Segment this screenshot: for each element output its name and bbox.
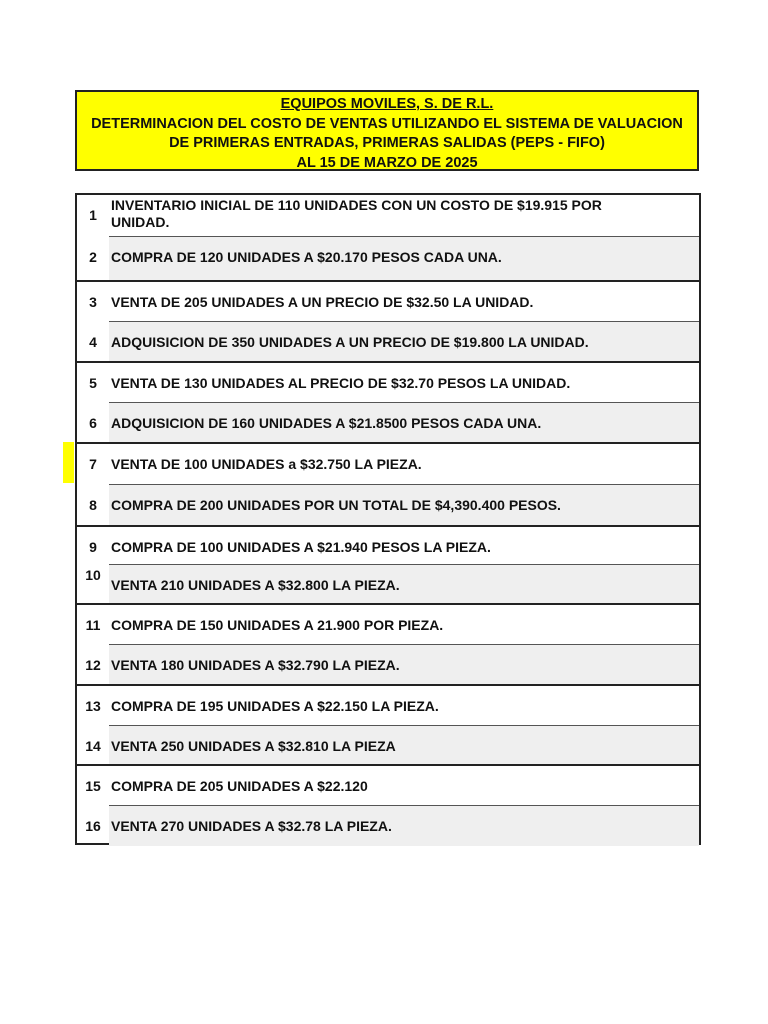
row-number: 10 [85, 567, 101, 583]
row-number: 13 [85, 698, 101, 714]
company-name: EQUIPOS MOVILES, S. DE R.L. [280, 96, 494, 112]
table-row [77, 444, 699, 485]
row-number: 9 [89, 539, 97, 555]
row-number: 12 [85, 657, 101, 673]
table-row [77, 565, 699, 603]
transaction-group [77, 282, 699, 363]
row-number: 15 [85, 778, 101, 794]
row-description: VENTA 250 UNIDADES A $32.810 LA PIEZA [109, 726, 699, 764]
row-description: VENTA 270 UNIDADES A $32.78 LA PIEZA. [109, 806, 699, 846]
row-description: COMPRA DE 120 UNIDADES A $20.170 PESOS CADA UNA. [109, 237, 699, 280]
row-description: COMPRA DE 205 UNIDADES A $22.120 [109, 766, 699, 806]
row-number: 1 [89, 207, 97, 223]
table-row [77, 485, 699, 525]
row-number: 7 [89, 456, 97, 472]
row-description: COMPRA DE 150 UNIDADES A 21.900 POR PIEZA. [109, 605, 699, 645]
table-row [77, 645, 699, 684]
date-line: AL 15 DE MARZO DE 2025 [296, 154, 478, 171]
table-row [77, 282, 699, 322]
transaction-group [77, 195, 699, 282]
table-row [77, 237, 699, 280]
table-row [77, 766, 699, 806]
table-row [77, 806, 699, 846]
transaction-group [77, 686, 699, 766]
table-row [77, 686, 699, 726]
transaction-group [77, 605, 699, 686]
row-description: ADQUISICION DE 350 UNIDADES A UN PRECIO DE $19.800 LA UNIDAD. [109, 322, 699, 361]
row-description: INVENTARIO INICIAL DE 110 UNIDADES CON UN COSTO DE $19.915 POR UNIDAD. [109, 195, 699, 237]
row-description: VENTA DE 130 UNIDADES AL PRECIO DE $32.70 PESOS LA UNIDAD. [109, 363, 699, 403]
row-number: 2 [89, 249, 97, 265]
transaction-group [77, 527, 699, 605]
row-number: 14 [85, 738, 101, 754]
title-line-2: DE PRIMERAS ENTRADAS, PRIMERAS SALIDAS (PEPS - FIFO) [169, 135, 605, 151]
row-description: VENTA DE 205 UNIDADES A UN PRECIO DE $32.50 LA UNIDAD. [109, 282, 699, 322]
row-number: 3 [89, 294, 97, 310]
table-row [77, 363, 699, 403]
table-row [77, 195, 699, 237]
row-description: COMPRA DE 195 UNIDADES A $22.150 LA PIEZA. [109, 686, 699, 726]
row-number: 4 [89, 334, 97, 350]
row-highlight-marker [63, 442, 74, 483]
table-row [77, 605, 699, 645]
row-number: 6 [89, 415, 97, 431]
row-description: COMPRA DE 200 UNIDADES POR UN TOTAL DE $4,390.400 PESOS. [109, 485, 699, 525]
table-row [77, 527, 699, 565]
row-number: 16 [85, 818, 101, 834]
title-line-1: DETERMINACION DEL COSTO DE VENTAS UTILIZANDO EL SISTEMA DE VALUACION [91, 115, 683, 132]
row-description: COMPRA DE 100 UNIDADES A $21.940 PESOS LA PIEZA. [109, 527, 699, 565]
row-number: 5 [89, 375, 97, 391]
transaction-group [77, 363, 699, 444]
table-row [77, 726, 699, 764]
transactions-table [75, 193, 701, 845]
row-description: VENTA DE 100 UNIDADES a $32.750 LA PIEZA. [109, 444, 699, 485]
document-header [75, 90, 699, 171]
row-description: ADQUISICION DE 160 UNIDADES A $21.8500 PESOS CADA UNA. [109, 403, 699, 442]
row-description: VENTA 210 UNIDADES A $32.800 LA PIEZA. [109, 565, 699, 603]
transaction-group [77, 766, 699, 846]
table-row [77, 322, 699, 361]
transaction-group [77, 444, 699, 527]
row-description: VENTA 180 UNIDADES A $32.790 LA PIEZA. [109, 645, 699, 684]
row-number: 8 [89, 497, 97, 513]
row-number: 11 [85, 617, 101, 633]
table-row [77, 403, 699, 442]
